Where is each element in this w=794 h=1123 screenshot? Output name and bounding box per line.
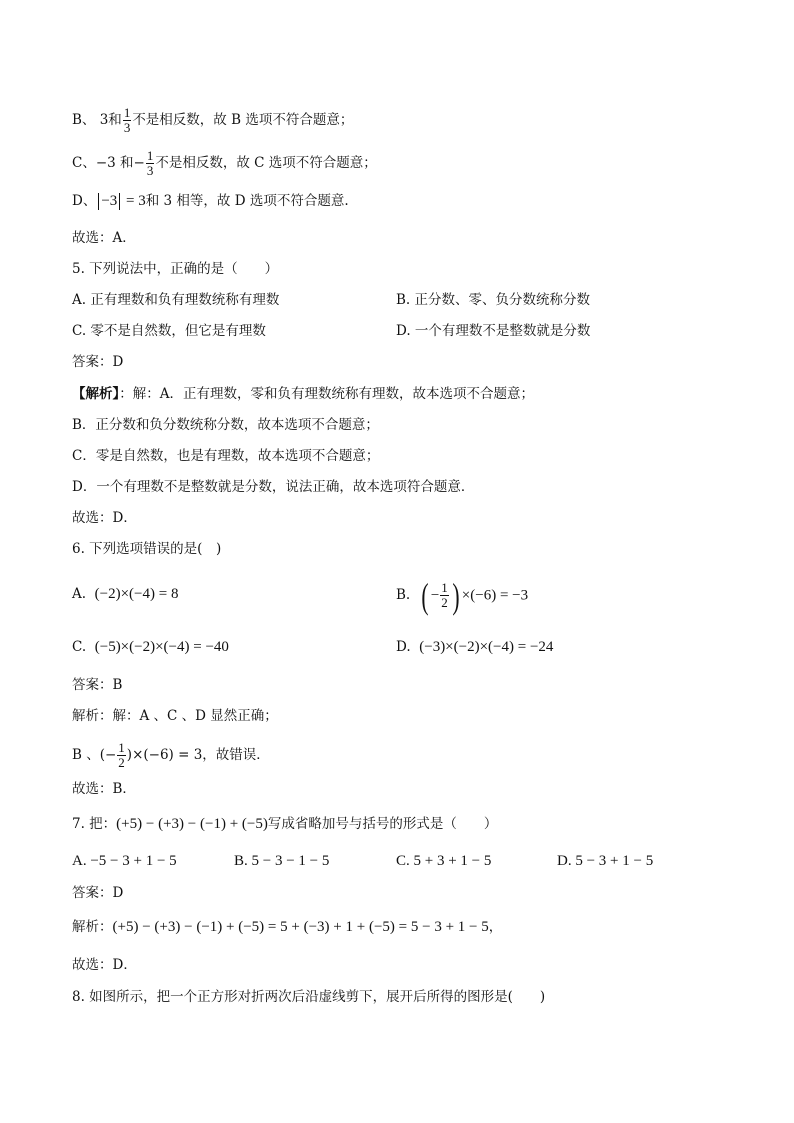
text: 不是相反数，故 C 选项不符合题意； [155,155,377,171]
option-label: B. [396,587,411,603]
numerator: 1 [146,148,154,163]
q5-option-d: D. 一个有理数不是整数就是分数 [396,323,591,339]
math: (+5) − (+3) − (−1) + (−5) [116,816,268,832]
numerator: 1 [123,105,131,120]
denominator: 2 [441,595,448,610]
bracket-label: 【解析】 [72,386,120,402]
question-5-stem: 5. 下列说法中，正确的是（ ） [72,261,279,277]
q6-explanation-2 [72,741,270,770]
denominator: 3 [123,120,131,135]
text: B 、(− [72,747,117,763]
numerator: 1 [441,580,448,595]
q6-explanation-1: 解析：解：A 、C 、D 显然正确； [72,708,278,724]
math: = 3 [122,193,146,209]
fraction [123,106,132,135]
math: ×(−6) = −3 [461,587,529,604]
abs-bar [119,193,120,210]
fraction [440,581,449,610]
q6-option-a [72,585,178,603]
question-7-stem [72,815,497,833]
abs-bar [98,193,99,210]
right-paren: ) [452,575,460,616]
q7-explanation [72,918,502,936]
option-c-explanation [72,149,377,178]
text: 和 3 相等，故 D 选项不符合题意. [145,193,349,209]
q5-option-a: A. 正有理数和负有理数统称有理数 [72,292,280,308]
text: C、−3 和− [72,155,145,171]
fraction [146,149,155,178]
q7-option-a: A. −5 − 3 + 1 − 5 [72,853,177,869]
minus-sign: − [430,587,440,604]
q7-option-d: D. 5 − 3 + 1 − 5 [557,853,654,869]
option-b-explanation [72,106,353,135]
q7-answer: 答案：D [72,885,124,901]
option-label: A. [72,586,87,602]
option-d-explanation [72,192,349,210]
math: (−5)×(−2)×(−4) = −40 [94,639,229,655]
q6-answer: 答案：B [72,677,123,693]
text: 解析： [72,919,113,935]
q7-option-c: C. 5 + 3 + 1 − 5 [396,853,492,869]
q7-final: 故选：D． [72,957,137,973]
left-paren: ( [421,575,429,616]
q7-option-b: B. 5 − 3 − 1 − 5 [234,853,330,869]
q5-explanation-2: B．正分数和负分数统称分数，故本选项不合题意； [72,417,379,433]
q5-option-b: B. 正分数、零、负分数统称分数 [396,292,591,308]
math: (+5) − (+3) − (−1) + (−5) = 5 + (−3) + 1 + (−5) = 5 − 3 + 1 − 5 [112,919,489,935]
text: D、 [72,193,97,209]
text: B、 3和 [72,112,122,128]
q5-final: 故选：D． [72,510,137,526]
text: 7. 把： [72,816,117,832]
denominator: 3 [146,163,154,178]
q5-option-c: C. 零不是自然数，但它是有理数 [72,323,266,339]
fraction [117,741,126,770]
q6-option-b [396,575,528,615]
numerator: 1 [118,740,125,755]
denominator: 2 [118,755,125,770]
q6-option-d [396,638,553,656]
question-6-stem: 6. 下列选项错误的是( ) [72,541,222,557]
math: (−3)×(−2)×(−4) = −24 [419,639,554,655]
q6-option-c [72,638,229,656]
text: ：解：A．正有理数，零和负有理数统称有理数，故本选项不合题意； [119,386,534,402]
q5-explanation-3: C．零是自然数，也是有理数，故本选项不合题意； [72,448,380,464]
q6-final: 故选：B． [72,781,136,797]
q5-explanation-1 [72,385,534,403]
abs-value: −3 [101,193,118,209]
text: 不是相反数，故 B 选项不符合题意； [132,112,354,128]
option-label: D. [396,639,411,655]
option-label: C. [72,639,87,655]
text: 写成省略加号与括号的形式是（ ） [267,816,498,832]
q5-answer: 答案：D [72,354,124,370]
text: )×(−6) = 3，故错误． [126,747,270,763]
q5-explanation-4: D．一个有理数不是整数就是分数，说法正确，故本选项符合题意． [72,479,475,495]
math: (−2)×(−4) = 8 [94,586,179,602]
question-8-stem: 8. 如图所示，把一个正方形对折两次后沿虚线剪下，展开后所得的图形是( ) [72,989,546,1005]
text: ， [488,919,503,935]
answer-line: 故选：A． [72,230,136,246]
